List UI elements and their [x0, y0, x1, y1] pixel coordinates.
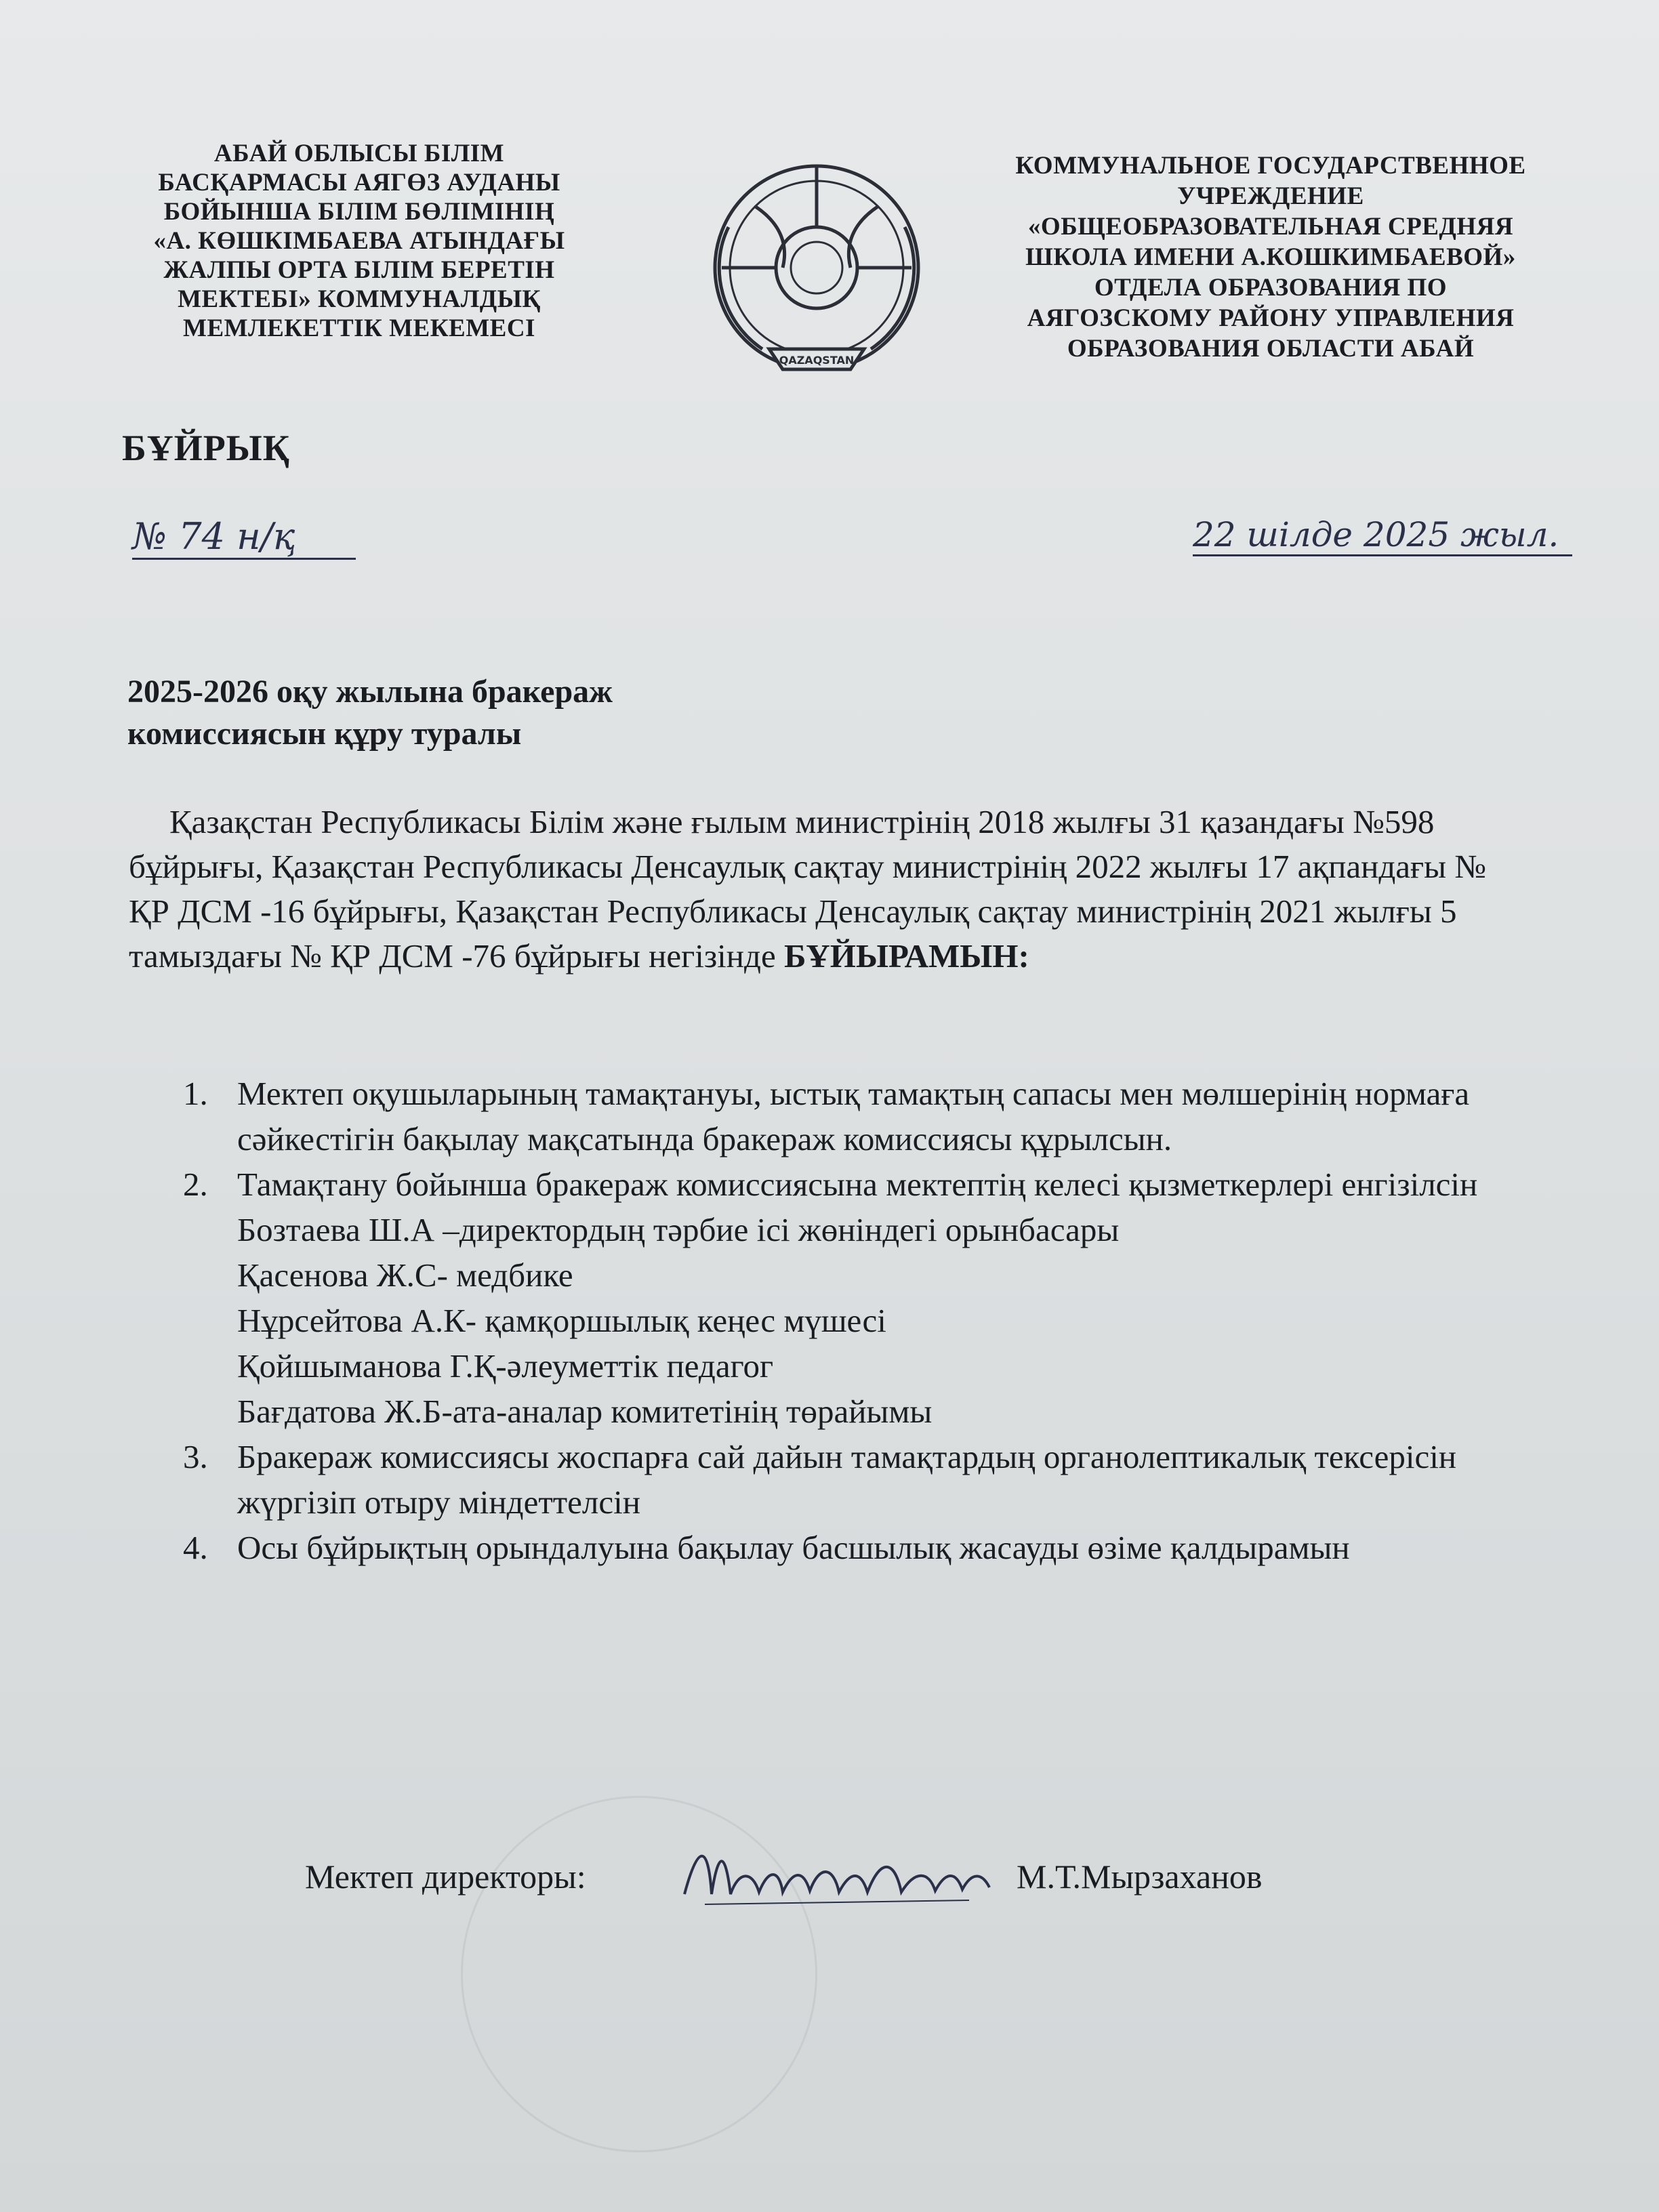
header-line: «ОБЩЕОБРАЗОВАТЕЛЬНАЯ СРЕДНЯЯ	[1027, 213, 1514, 241]
header-kazakh	[102, 139, 617, 343]
header-russian	[956, 150, 1586, 364]
director-name: М.Т.Мырзаханов	[1017, 1858, 1263, 1896]
list-item	[169, 1434, 1518, 1525]
header-line: МЕМЛЕКЕТТІК МЕКЕМЕСІ	[183, 314, 535, 342]
item-text: Осы бұйрықтың орындалуына бақылау басшылық жасауды өзіме қалдырамын	[237, 1529, 1350, 1566]
header-line: «А. КӨШКІМБАЕВА АТЫНДАҒЫ	[153, 227, 565, 255]
list-item	[169, 1071, 1518, 1162]
member-line: Нұрсейтова А.К- қамқоршылық кеңес мүшесі	[237, 1302, 886, 1339]
header-line: ЖАЛПЫ ОРТА БІЛІМ БЕРЕТІН	[163, 256, 555, 284]
handwritten-signature	[678, 1830, 996, 1918]
order-date: 22 шілде 2025 жыл.	[1193, 515, 1572, 556]
item-number: 2.	[183, 1166, 208, 1203]
header-line: АБАЙ ОБЛЫСЫ БІЛІМ	[213, 140, 505, 167]
header-line: БАСҚАРМАСЫ АЯГӨЗ АУДАНЫ	[158, 169, 560, 197]
item-number: 4.	[183, 1529, 208, 1566]
header-line: КОММУНАЛЬНОЕ ГОСУДАРСТВЕННОЕ	[1015, 152, 1526, 180]
header-line: МЕКТЕБІ» КОММУНАЛДЫҚ	[178, 285, 541, 313]
order-subject	[127, 671, 613, 755]
header-line: ОБРАЗОВАНИЯ ОБЛАСТИ АБАЙ	[1067, 335, 1475, 363]
intro-paragraph	[129, 800, 1518, 979]
order-number: № 74 н/қ	[132, 515, 356, 560]
svg-text:QAZAQSTAN: QAZAQSTAN	[779, 354, 855, 367]
subject-line: комиссиясын құру туралы	[127, 716, 522, 752]
signature-role: Мектеп директоры:	[305, 1858, 586, 1896]
header-line: АЯГОЗСКОМУ РАЙОНУ УПРАВЛЕНИЯ	[1027, 304, 1515, 332]
item-text: Бракераж комиссиясы жоспарға сай дайын тамақтардың органолептикалық тексерісін жүргізіп отыру міндеттелсін	[237, 1438, 1457, 1521]
header-line: ШКОЛА ИМЕНИ А.КОШКИМБАЕВОЙ»	[1025, 243, 1516, 271]
item-text: Тамақтану бойынша бракераж комиссиясына мектептің келесі қызметкерлері енгізілсін	[237, 1166, 1478, 1203]
list-item	[169, 1162, 1518, 1434]
header-line: БОЙЫНША БІЛІМ БӨЛІМІНІҢ	[163, 198, 555, 226]
decree-word: БҰЙЫРАМЫН:	[783, 937, 1029, 975]
order-items	[169, 1071, 1518, 1570]
subject-line: 2025-2026 оқу жылына бракераж	[127, 674, 613, 710]
member-line: Бағдатова Ж.Б-ата-аналар комитетінің төрайымы	[237, 1393, 933, 1430]
item-number: 1.	[183, 1075, 208, 1112]
member-line: Қасенова Ж.С- медбике	[237, 1256, 573, 1294]
item-number: 3.	[183, 1438, 208, 1475]
intro-text: Қазақстан Республикасы Білім және ғылым министрінің 2018 жылғы 31 қазандағы №598 бұйрығы, Қазақстан Республикасы Денсаулық сақтау министрінің 2022 жылғы 17 ақпандағы № ҚР ДСМ -16 бұйрығы, Қазақстан Республикасы Денсаулық сақтау министрінің 2021 жылғы 5 тамыздағы № ҚР ДСМ -76 бұйрығы негізінде	[129, 803, 1487, 975]
header-line: ОТДЕЛА ОБРАЗОВАНИЯ ПО	[1094, 274, 1448, 302]
item-text: Мектеп оқушыларының тамақтануы, ыстық тамақтың сапасы мен мөлшерінің нормаға сәйкестігін бақылау мақсатында бракераж комиссиясы құрылсын.	[237, 1075, 1470, 1158]
order-title: БҰЙРЫҚ	[122, 428, 290, 468]
list-item	[169, 1525, 1518, 1570]
state-emblem-icon	[681, 146, 952, 390]
header-line: УЧРЕЖДЕНИЕ	[1177, 182, 1364, 210]
member-line: Бозтаева Ш.А –директордың тәрбие ісі жөніндегі орынбасары	[237, 1211, 1120, 1248]
member-line: Қойшыманова Г.Қ-әлеуметтік педагог	[237, 1347, 774, 1385]
